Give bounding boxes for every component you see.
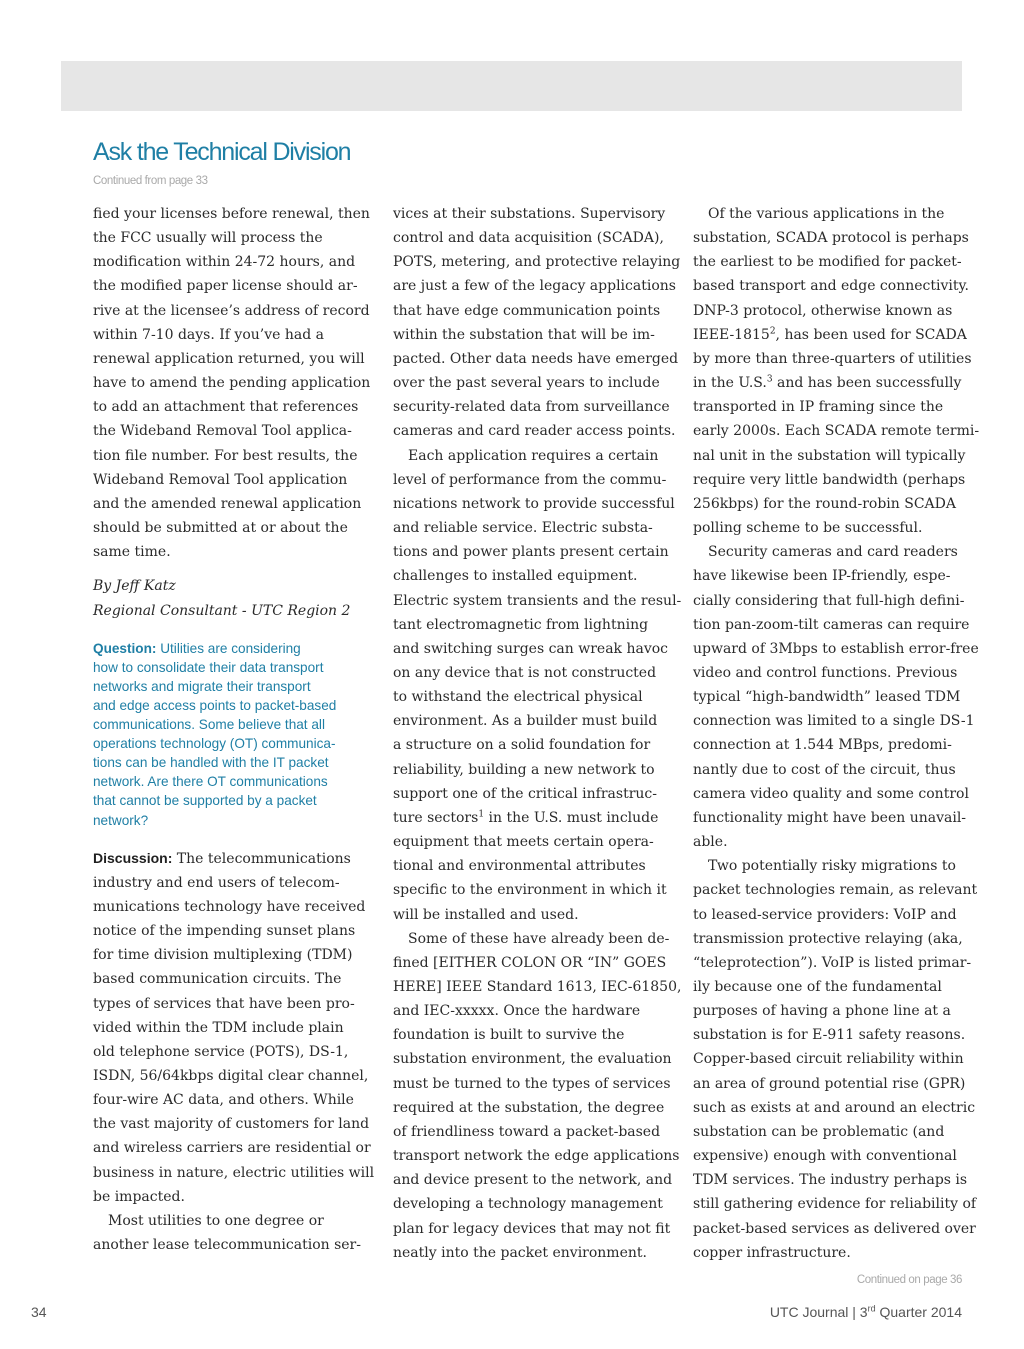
text-line: will be installed and used. [393,906,579,923]
text-line: foundation is built to survive the [393,1027,625,1044]
text-line: to add an attachment that references [93,399,359,416]
text-line: level of performance from the commu- [393,471,667,488]
text-line: challenges to installed equipment. [393,568,638,585]
text-line: within the substation that will be im- [393,326,655,343]
section-title: Ask the Technical Division [93,138,351,166]
continued-from-note: Continued from page 33 [93,175,208,187]
text-line: developing a technology management [393,1196,663,1213]
text-line: Of the various applications in the [708,206,945,222]
text-line: “teleprotection”). VoIP is listed primar- [693,954,972,971]
text-line: that cannot be supported by a packet [93,793,317,809]
text-line: the vast majority of customers for land [93,1116,370,1133]
text-line: have to amend the pending application [93,375,371,392]
text-line: transmission protective relaying (aka, [693,930,963,947]
text-line: nantly due to cost of the circuit, thus [693,761,956,778]
text-line: typical “high-bandwidth” leased TDM [693,689,961,706]
text-line: fined [EITHER COLON OR “IN” GOES [393,954,667,971]
text-line: nal unit in the substation will typically [693,447,966,464]
text-line: vices at their substations. Supervisory [393,206,666,222]
paragraph-text [393,448,681,802]
text-line: pacted. Other data needs have emerged [393,350,679,367]
discussion-paragraph [93,846,375,1209]
text-line: fied your licenses before renewal, then [93,206,370,222]
article-column-1 [93,202,375,1257]
text-line: tional and environmental attributes [393,858,646,875]
text-line: connection was limited to a single DS-1 [693,713,975,730]
question-block [93,639,365,830]
footer-journal-info: UTC Journal | 3rd Quarter 2014 [769,1303,962,1320]
header-bar [61,61,962,111]
byline-name: By Jeff Katz [93,578,176,595]
question-text [93,641,336,828]
paragraph-text [693,206,969,319]
text-line: industry and end users of telecom- [93,874,340,891]
text-line: substation environment, the evaluation [393,1051,672,1068]
text-line: and wireless carriers are residential or [93,1140,371,1157]
text-line: Utilities are considering [156,640,301,656]
paragraph-text [393,834,667,922]
text-line: to leased-service providers: VoIP and [693,906,957,923]
text-line: neatly into the packet environment. [393,1244,647,1261]
continued-on-note: Continued on page 36 [856,1274,962,1286]
text-line: equipment that meets certain opera- [393,834,654,851]
byline-title: Regional Consultant - UTC Region 2 [93,602,351,619]
text-line: tions can be handled with the IT packet [93,755,329,771]
text-line: specific to the environment in which it [393,882,667,899]
text-line: nications network to provide successful [393,495,675,512]
text-line: Two potentially risky migrations to [708,858,956,875]
text-line: TDM services. The industry perhaps is [693,1172,968,1189]
text-line: expensive) enough with conventional [693,1148,957,1165]
text-line: 256kbps) for the round-robin SCADA [693,495,956,512]
text-line: and IEC-xxxxx. Once the hardware [393,1003,641,1020]
text-line: in the U.S.$^3$ and has been successfully [693,374,962,392]
text-line: camera video quality and some control [693,785,969,802]
text-line: and the amended renewal application [93,495,362,512]
text-line: tion pan-zoom-tilt cameras can require [693,616,970,633]
text-line: within 7-10 days. If you’ve had a [93,326,324,343]
text-line: purposes of having a phone line at a [693,1003,951,1020]
text-line: another lease telecommunication ser- [93,1237,361,1254]
text-line: business in nature, electric utilities will [93,1164,375,1181]
text-line: and reliable service. Electric substa- [393,520,653,537]
text-line: tions and power plants present certain [393,544,669,561]
text-line: network. Are there OT communications [93,774,328,790]
text-line: required at the substation, the degree [393,1099,665,1116]
text-line: reliability, building a new network to [393,761,655,778]
paragraph [93,1209,365,1257]
text-line: support one of the critical infrastruc- [393,785,657,802]
text-line: on any device that is not constructed [393,664,657,681]
text-line: ture sectors$^1$ in the U.S. must include [393,809,659,826]
paragraph [393,202,681,444]
text-line: substation is for E-911 safety reasons. [693,1027,966,1044]
text-line: to withstand the electrical physical [393,689,643,706]
text-line: security-related data from surveillance [393,399,670,416]
text-line: cameras and card reader access points. [393,423,676,440]
text-line: and switching surges can wreak havoc [393,640,669,657]
text-line: cially considering that full-high defini- [693,592,965,609]
text-line: operations technology (OT) communica- [93,736,336,752]
text-line: the modified paper license should ar- [93,278,358,295]
paragraph-text [693,399,979,536]
text-line: Some of these have already been de- [408,930,670,947]
text-line: functionality might have been unavail- [693,809,967,826]
page-number: 34 [31,1304,47,1320]
text-line: Wideband Removal Tool application [93,471,348,488]
text-line: four-wire AC data, and others. While [93,1092,354,1109]
text-line: tion file number. For best results, the [93,447,358,464]
text-line: transported in IP framing since the [693,399,944,416]
text-line: are just a few of the legacy applications [393,278,676,295]
question-label: Question: [93,640,157,656]
text-line: Electric system transients and the resul- [393,592,682,609]
discussion-text [93,851,374,1205]
ordinal-suffix: rd [867,1303,876,1314]
text-line: packet-based services as delivered over [693,1220,976,1237]
footnote-ref: 2 [769,326,776,337]
text-line: must be turned to the types of services [393,1075,671,1092]
text-line: control and data acquisition (SCADA), [393,230,664,247]
text-line: over the past several years to include [393,375,660,392]
paragraph [693,854,978,1265]
text-line: renewal application returned, you will [93,350,365,367]
text-line: The telecommunications [172,850,351,867]
text-line: plan for legacy devices that may not fit [393,1220,671,1237]
text-line: HERE] IEEE Standard 1613, IEC-61850, [393,979,682,995]
text-line: POTS, metering, and protective relaying [393,254,681,271]
text-line: modification within 24-72 hours, and [93,254,356,271]
text-line: munications technology have received [93,898,366,915]
text-line: transport network the edge applications [393,1148,680,1165]
text-line: be impacted. [93,1188,185,1205]
paragraph [393,444,682,927]
paragraph [393,927,682,1265]
text-line: based communication circuits. The [93,971,342,988]
text-line: old telephone service (POTS), DS-1, [93,1043,349,1060]
text-line: ISDN, 56/64kbps digital clear channel, [93,1068,369,1084]
footnote-ref: 1 [478,809,485,820]
text-line: packet technologies remain, as relevant [693,882,978,899]
text-line: the earliest to be modified for packet- [693,254,962,271]
text-line: have likewise been IP-friendly, espe- [693,568,951,585]
text-line: and device present to the network, and [393,1172,673,1189]
text-line: require very little bandwidth (perhaps [693,471,966,488]
discussion-label: Discussion: [93,849,173,866]
text-line: still gathering evidence for reliability of [693,1196,977,1213]
text-line: such as exists at and around an electric [693,1099,976,1116]
text-line: video and control functions. Previous [693,664,958,681]
text-line: a structure on a solid foundation for [393,737,651,754]
text-line: network? [93,812,149,828]
paragraph [693,202,980,540]
text-line: tant electromagnetic from lightning [393,616,649,633]
text-line: networks and migrate their transport [93,678,311,694]
text-line: of friendliness toward a packet-based [393,1123,661,1140]
text-line: the Wideband Removal Tool applica- [93,423,352,440]
text-line: IEEE-1815$^2$, has been used for SCADA [693,326,967,343]
text-line: an area of ground potential rise (GPR) [693,1075,966,1092]
text-line: Copper-based circuit reliability within [693,1051,964,1068]
text-line: substation can be problematic (and [693,1123,945,1140]
text-line: for time division multiplexing (TDM) [93,947,353,964]
text-line: connection at 1.544 MBps, predomi- [693,737,952,754]
text-line: Security cameras and card readers [708,544,958,561]
text-line: notice of the impending sunset plans [93,923,356,940]
text-line: how to consolidate their data transport [93,659,324,675]
text-line: by more than three-quarters of utilities [693,350,972,367]
text-line: Each application requires a certain [408,447,659,464]
text-line: substation, SCADA protocol is perhaps [693,230,969,247]
text-line: able. [693,834,728,851]
text-line: based transport and edge connectivity. [693,278,969,295]
paragraph [93,202,371,564]
text-line: upward of 3Mbps to establish error-free [693,640,979,657]
article-column-2 [393,202,682,1265]
text-line: and edge access points to packet-based [93,697,337,713]
text-line: same time. [93,544,171,561]
text-line: early 2000s. Each SCADA remote termi- [693,423,980,440]
text-line: polling scheme to be successful. [693,520,923,537]
paragraph [693,540,979,854]
text-line: Most utilities to one degree or [108,1212,324,1229]
text-line: communications. Some believe that all [93,717,325,733]
text-line: rive at the licensee’s address of record [93,302,370,319]
text-line: types of services that have been pro- [93,995,355,1012]
text-line: vided within the TDM include plain [93,1019,344,1036]
article-column-3 [693,202,980,1265]
footnote-ref: 3 [766,374,773,385]
byline [93,574,365,622]
text-line: copper infrastructure. [693,1244,851,1261]
text-line: the FCC usually will process the [93,230,323,247]
text-line: ily because one of the fundamental [693,979,942,995]
text-line: should be submitted at or about the [93,520,348,537]
text-line: environment. As a builder must build [393,713,658,730]
text-line: that have edge communication points [393,302,661,319]
text-line: DNP-3 protocol, otherwise known as [693,302,953,319]
